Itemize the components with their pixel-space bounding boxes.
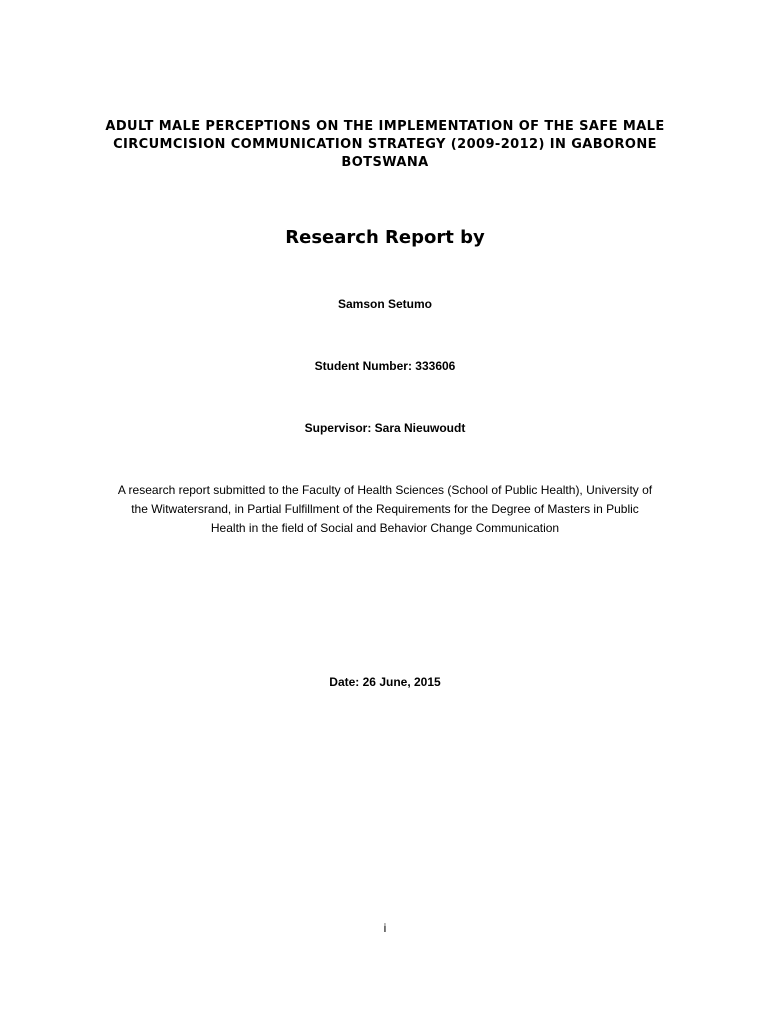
title-line-3: BOTSWANA (341, 155, 429, 170)
submission-line-3: Health in the field of Social and Behavior Change Communication (210, 521, 560, 535)
submission-statement (80, 481, 690, 538)
student-number: Student Number: 333606 (314, 359, 456, 373)
submission-line-2: the Witwatersrand, in Partial Fulfillment of the Requirements for the Degree of Masters in Public (131, 502, 639, 516)
supervisor-name: Supervisor: Sara Nieuwoudt (304, 421, 466, 435)
title-line-1: ADULT MALE PERCEPTIONS ON THE IMPLEMENTATION OF THE SAFE MALE (105, 119, 665, 134)
report-subtitle: Research Report by (285, 227, 485, 248)
author-name: Samson Setumo (337, 297, 433, 311)
page-number: i (383, 921, 387, 935)
submission-date: Date: 26 June, 2015 (329, 675, 441, 689)
submission-line-1: A research report submitted to the Faculty of Health Sciences (School of Public Health), University of (117, 483, 653, 497)
report-title (60, 118, 710, 172)
title-line-2: CIRCUMCISION COMMUNICATION STRATEGY (2009-2012) IN GABORONE (113, 137, 657, 152)
